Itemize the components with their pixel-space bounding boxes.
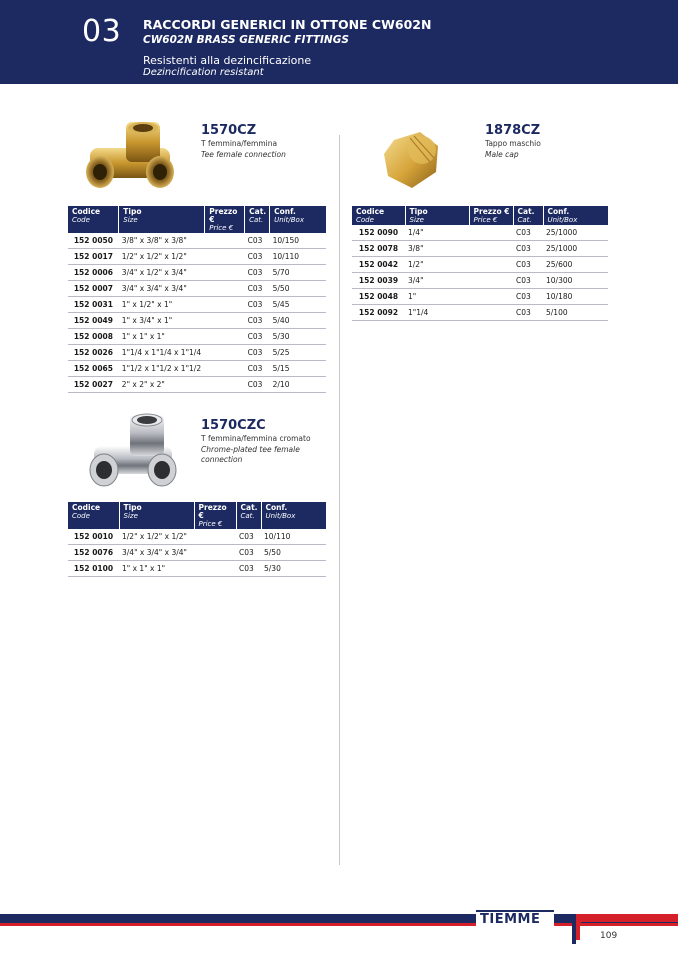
table-row [68,529,326,545]
brand-logo: TIEMME [480,912,541,927]
cat-cell: C03 [245,345,270,361]
column-header-box: Conf. Unit/Box [543,206,608,225]
product-description-en: Tee female connection [201,150,286,159]
cat-cell: C03 [245,377,270,393]
size-cell: 1/4" [405,225,469,241]
column-header-cat: Cat. Cat. [513,206,543,225]
box-cell: 10/110 [261,529,326,545]
box-cell: 5/100 [543,305,608,321]
table-row [68,329,326,345]
size-cell: 1/2" x 1/2" x 1/2" [119,529,194,545]
price-cell [205,345,245,361]
cat-cell: C03 [513,273,543,289]
code-cell: 152 0092 [352,305,405,321]
price-cell [205,329,245,345]
cat-cell: C03 [245,281,270,297]
table-row [352,273,608,289]
cat-cell: C03 [236,529,261,545]
size-cell: 1"1/2 x 1"1/2 x 1"1/2 [119,361,205,377]
box-cell: 5/70 [270,265,326,281]
price-cell [194,545,236,561]
price-cell [194,561,236,577]
cat-cell: C03 [245,265,270,281]
brass-tee-fitting-image [82,120,178,200]
table-row [68,377,326,393]
price-cell [469,225,513,241]
column-header-box: Conf. Unit/Box [270,206,326,233]
size-cell: 1"1/4 x 1"1/4 x 1"1/4 [119,345,205,361]
column-header-cat: Cat. Cat. [236,502,261,529]
cat-cell: C03 [245,329,270,345]
price-cell [205,313,245,329]
table-row [352,305,608,321]
code-cell: 152 0031 [68,297,119,313]
code-cell: 152 0090 [352,225,405,241]
code-cell: 152 0049 [68,313,119,329]
box-cell: 5/30 [261,561,326,577]
product-description-en: Male cap [485,150,519,159]
code-cell: 152 0048 [352,289,405,305]
code-cell: 152 0007 [68,281,119,297]
code-cell: 152 0008 [68,329,119,345]
cat-cell: C03 [236,561,261,577]
price-cell [469,305,513,321]
price-cell [205,233,245,249]
code-cell: 152 0010 [68,529,119,545]
column-header-code: Codice Code [68,502,119,529]
size-cell: 1" [405,289,469,305]
table-row [352,289,608,305]
cat-cell: C03 [513,305,543,321]
cat-cell: C03 [245,233,270,249]
table-header-row [68,502,326,529]
box-cell: 5/40 [270,313,326,329]
section-note: Resistenti alla dezincificazione [143,54,312,67]
price-cell [205,265,245,281]
table-row [68,233,326,249]
cat-cell: C03 [236,545,261,561]
size-cell: 1" x 1/2" x 1" [119,297,205,313]
product-code: 1570CZC [201,418,266,433]
section-title: RACCORDI GENERICI IN OTTONE CW602N [143,17,432,32]
price-cell [205,249,245,265]
product-code: 1878CZ [485,123,541,138]
box-cell: 5/50 [270,281,326,297]
cat-cell: C03 [513,225,543,241]
box-cell: 5/50 [261,545,326,561]
cat-cell: C03 [513,289,543,305]
chapter-number: 03 [82,14,122,49]
size-cell: 3/4" x 1/2" x 3/4" [119,265,205,281]
table-row [68,249,326,265]
box-cell: 5/25 [270,345,326,361]
product-description: T femmina/femmina [201,139,278,148]
table-row [68,561,326,577]
price-cell [469,241,513,257]
code-cell: 152 0006 [68,265,119,281]
size-cell: 1/2" [405,257,469,273]
page-header [0,0,678,84]
cat-cell: C03 [513,257,543,273]
size-cell: 1" x 1" x 1" [119,329,205,345]
table-row [68,345,326,361]
size-cell: 3/4" x 3/4" x 3/4" [119,545,194,561]
table-row [352,257,608,273]
product-code: 1570CZ [201,123,257,138]
code-cell: 152 0076 [68,545,119,561]
code-cell: 152 0017 [68,249,119,265]
size-cell: 3/4" x 3/4" x 3/4" [119,281,205,297]
table-row [68,313,326,329]
column-header-price: Prezzo € Price € [194,502,236,529]
table-row [68,297,326,313]
section-note-en: Dezincification resistant [143,67,264,78]
table-header-row [68,206,326,233]
product-table [352,206,608,321]
table-row [68,545,326,561]
code-cell: 152 0100 [68,561,119,577]
column-header-code: Codice Code [352,206,405,225]
brass-male-cap-image [380,128,444,192]
product-table [68,502,326,577]
section-subtitle: CW602N BRASS GENERIC FITTINGS [143,34,349,46]
column-header-size: Tipo Size [405,206,469,225]
product-description: T femmina/femmina cromato [201,434,311,443]
size-cell: 1" x 1" x 1" [119,561,194,577]
table-row [68,361,326,377]
code-cell: 152 0042 [352,257,405,273]
price-cell [205,297,245,313]
box-cell: 2/10 [270,377,326,393]
price-cell [205,361,245,377]
box-cell: 25/1000 [543,225,608,241]
page-number: 109 [600,931,618,941]
code-cell: 152 0050 [68,233,119,249]
box-cell: 5/15 [270,361,326,377]
price-cell [469,257,513,273]
price-cell [194,529,236,545]
product-description: Tappo maschio [485,139,541,148]
box-cell: 5/45 [270,297,326,313]
cat-cell: C03 [513,241,543,257]
product-description-en: Chrome-plated tee female connection [201,445,300,464]
cat-cell: C03 [245,297,270,313]
size-cell: 3/4" [405,273,469,289]
size-cell: 2" x 2" x 2" [119,377,205,393]
code-cell: 152 0039 [352,273,405,289]
column-header-size: Tipo Size [119,502,194,529]
box-cell: 10/300 [543,273,608,289]
table-row [352,241,608,257]
cat-cell: C03 [245,249,270,265]
box-cell: 10/180 [543,289,608,305]
size-cell: 3/8" x 3/8" x 3/8" [119,233,205,249]
price-cell [469,273,513,289]
size-cell: 1/2" x 1/2" x 1/2" [119,249,205,265]
box-cell: 5/30 [270,329,326,345]
price-cell [205,377,245,393]
column-header-cat: Cat. Cat. [245,206,270,233]
box-cell: 10/110 [270,249,326,265]
code-cell: 152 0078 [352,241,405,257]
column-header-box: Conf. Unit/Box [261,502,326,529]
code-cell: 152 0026 [68,345,119,361]
chrome-tee-fitting-image [86,410,180,494]
box-cell: 25/1000 [543,241,608,257]
code-cell: 152 0065 [68,361,119,377]
table-header-row [352,206,608,225]
size-cell: 3/8" [405,241,469,257]
box-cell: 10/150 [270,233,326,249]
table-row [68,265,326,281]
cat-cell: C03 [245,313,270,329]
cat-cell: C03 [245,361,270,377]
size-cell: 1"1/4 [405,305,469,321]
column-header-code: Codice Code [68,206,119,233]
box-cell: 25/600 [543,257,608,273]
price-cell [205,281,245,297]
table-row [68,281,326,297]
size-cell: 1" x 3/4" x 1" [119,313,205,329]
column-header-size: Tipo Size [119,206,205,233]
column-header-price: Prezzo € Price € [205,206,245,233]
price-cell [469,289,513,305]
product-table [68,206,326,393]
code-cell: 152 0027 [68,377,119,393]
table-row [352,225,608,241]
column-header-price: Prezzo € Price € [469,206,513,225]
column-divider [339,135,340,865]
